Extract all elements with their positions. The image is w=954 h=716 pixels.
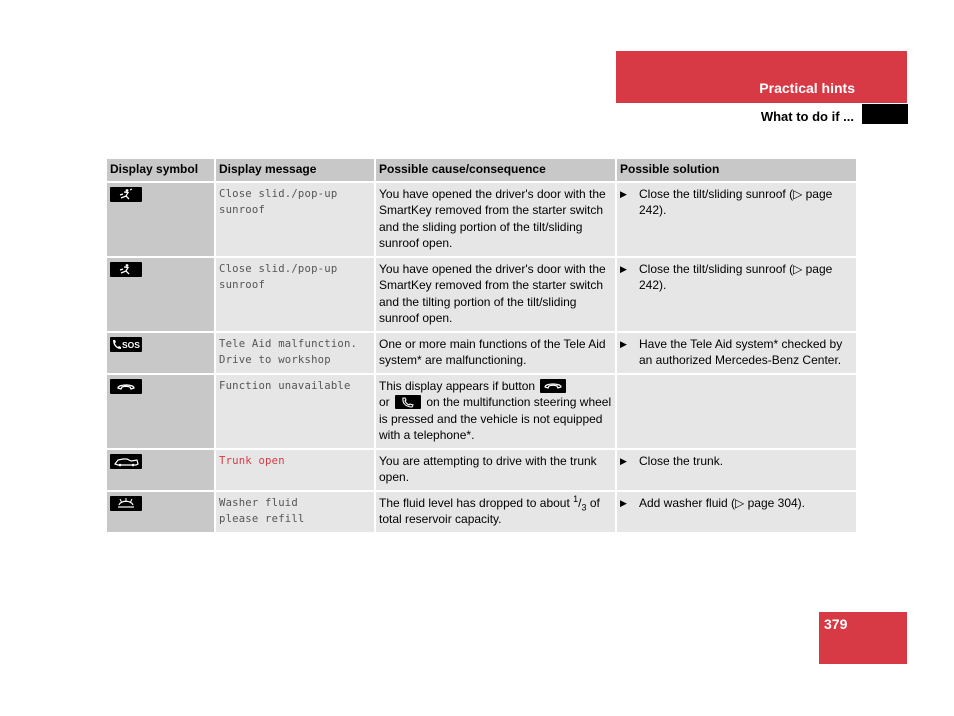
cause-text: on the multifunction steering wheel is pressed and the vehicle is not equipped with a telephone*. bbox=[379, 395, 612, 442]
display-message-cell bbox=[214, 258, 374, 333]
triangle-bullet-icon: ▶ bbox=[620, 188, 627, 199]
hangup-button-icon bbox=[540, 379, 566, 393]
column-header-solution: Possible solution bbox=[615, 159, 856, 183]
display-message-cell bbox=[214, 375, 374, 450]
solution-text: Close the tilt/sliding sunroof (▷ page 242). bbox=[639, 186, 833, 217]
cause-text: The fluid level has dropped to about bbox=[379, 495, 570, 510]
cause-cell bbox=[374, 375, 615, 450]
table-row bbox=[107, 375, 856, 450]
tilting-sunroof-icon bbox=[110, 262, 142, 277]
cause-cell: You are attempting to drive with the trunk open. bbox=[374, 450, 615, 492]
solution-text: Close the tilt/sliding sunroof (▷ page 242). bbox=[639, 261, 833, 292]
triangle-bullet-icon: ▶ bbox=[620, 497, 627, 508]
display-symbol-cell bbox=[107, 258, 214, 333]
table-row bbox=[107, 258, 856, 333]
solution-cell bbox=[615, 492, 856, 534]
cause-cell: You have opened the driver's door with the SmartKey removed from the starter switch and the tilting portion of the tilt/sliding sunroof open. bbox=[374, 258, 615, 333]
table-row bbox=[107, 333, 856, 375]
solution-cell bbox=[615, 183, 856, 258]
cause-text: This display appears if button bbox=[379, 378, 536, 393]
telephone-hangup-icon bbox=[110, 379, 142, 394]
display-symbol-cell bbox=[107, 333, 214, 375]
display-message-text: Close slid./pop-up bbox=[219, 262, 338, 275]
cause-text: of total reservoir capacity. bbox=[379, 495, 600, 526]
display-symbol-cell bbox=[107, 450, 214, 492]
display-message-cell bbox=[214, 183, 374, 258]
sliding-sunroof-icon bbox=[110, 187, 142, 202]
display-message-text: Close slid./pop-up bbox=[219, 187, 338, 200]
triangle-bullet-icon: ▶ bbox=[620, 263, 627, 274]
display-symbol-cell bbox=[107, 492, 214, 534]
display-message-text: Washer fluid bbox=[219, 496, 298, 509]
solution-cell bbox=[615, 333, 856, 375]
cause-cell: You have opened the driver's door with the SmartKey removed from the starter switch and the sliding portion of the tilt/sliding sunroof open. bbox=[374, 183, 615, 258]
fraction-numerator: 1 bbox=[573, 493, 579, 504]
display-message-cell bbox=[214, 450, 374, 492]
cause-cell: One or more main functions of the Tele Aid system* are malfunctioning. bbox=[374, 333, 615, 375]
display-message-text: Function unavailable bbox=[219, 379, 351, 392]
page-number: 379 bbox=[824, 616, 848, 632]
section-title: Practical hints bbox=[759, 80, 855, 96]
triangle-bullet-icon: ▶ bbox=[620, 338, 627, 349]
cause-cell bbox=[374, 492, 615, 534]
solution-text: Have the Tele Aid system* checked by an authorized Mercedes-Benz Center. bbox=[639, 336, 843, 367]
pickup-button-icon bbox=[395, 395, 421, 409]
washer-fluid-icon bbox=[110, 496, 142, 511]
column-header-message: Display message bbox=[214, 159, 374, 183]
table-row bbox=[107, 450, 856, 492]
fraction-denominator: 3 bbox=[581, 501, 587, 512]
table-row bbox=[107, 183, 856, 258]
tele-aid-sos-icon bbox=[110, 337, 142, 352]
fraction-slash: / bbox=[578, 495, 582, 510]
cause-text: or bbox=[379, 395, 390, 409]
section-tab-marker bbox=[862, 104, 908, 124]
solution-cell bbox=[615, 450, 856, 492]
solution-cell bbox=[615, 258, 856, 333]
table-row bbox=[107, 492, 856, 534]
display-symbol-cell bbox=[107, 183, 214, 258]
trunk-open-icon bbox=[110, 454, 142, 469]
display-messages-table bbox=[107, 159, 856, 534]
triangle-bullet-icon: ▶ bbox=[620, 455, 627, 466]
display-message-text: Drive to workshop bbox=[219, 354, 331, 366]
display-message-text: Tele Aid malfunction. bbox=[219, 337, 358, 350]
solution-text: Close the trunk. bbox=[639, 453, 724, 468]
subsection-title: What to do if ... bbox=[760, 109, 854, 124]
solution-cell bbox=[615, 375, 856, 450]
column-header-symbol: Display symbol bbox=[107, 159, 214, 183]
display-message-text: sunroof bbox=[219, 279, 266, 291]
display-message-text: Trunk open bbox=[219, 454, 285, 467]
display-message-cell bbox=[214, 333, 374, 375]
display-message-cell bbox=[214, 492, 374, 534]
display-message-text: please refill bbox=[219, 513, 305, 525]
sos-label: SOS bbox=[122, 339, 140, 350]
column-header-cause: Possible cause/consequence bbox=[374, 159, 615, 183]
table-header-row bbox=[107, 159, 856, 183]
display-symbol-cell bbox=[107, 375, 214, 450]
display-message-text: sunroof bbox=[219, 204, 266, 216]
solution-text: Add washer fluid (▷ page 304). bbox=[639, 495, 805, 510]
